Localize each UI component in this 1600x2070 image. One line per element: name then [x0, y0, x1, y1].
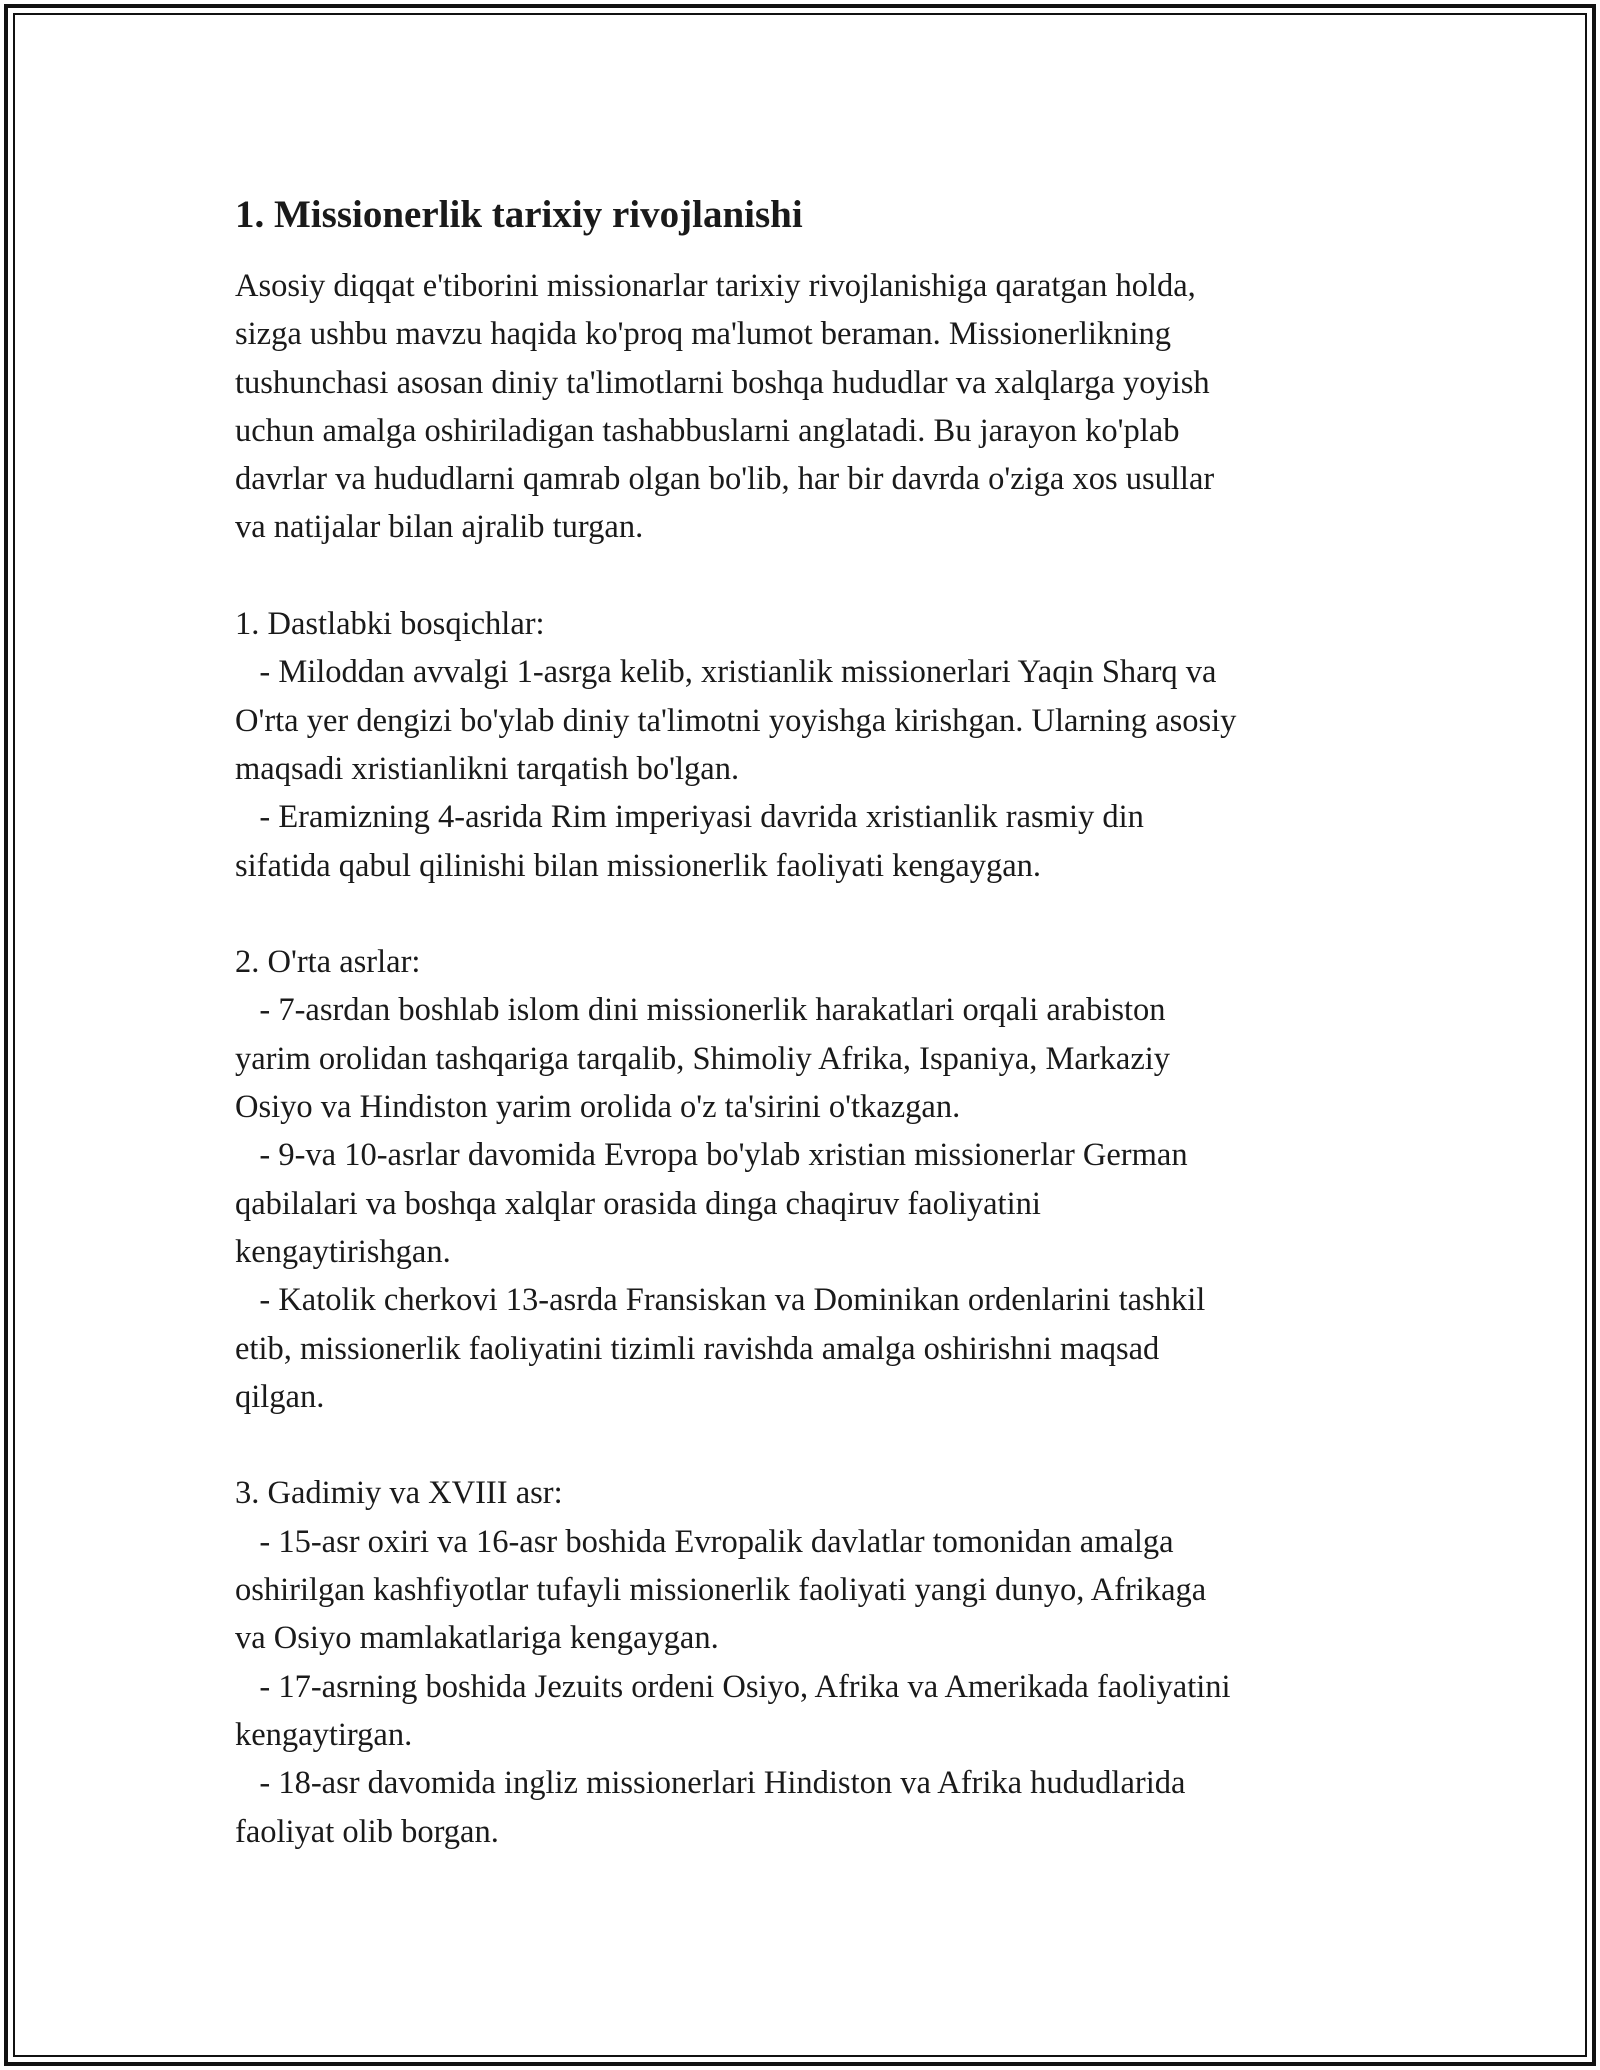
intro-line: tushunchasi asosan diniy ta'limotlarni boshqa hududlar va xalqlarga yoyish — [235, 364, 1210, 401]
spacer — [235, 890, 1385, 938]
section-line: sifatida qabul qilinishi bilan missionerlik faoliyati kengaygan. — [235, 847, 1042, 884]
intro-line: Asosiy diqqat e'tiborini missionarlar tarixiy rivojlanishiga qaratgan holda, — [235, 268, 1196, 304]
section-ancient-xviii — [235, 1469, 1385, 1855]
section-line: yarim orolidan tashqariga tarqalib, Shimoliy Afrika, Ispaniya, Markaziy — [235, 1040, 1171, 1077]
intro-line: uchun amalga oshiriladigan tashabbuslarni anglatadi. Bu jarayon ko'plab — [235, 412, 1180, 449]
section-line: - Miloddan avvalgi 1-asrga kelib, xristianlik missionerlari Yaqin Sharq va — [235, 654, 1217, 691]
section-line: - 17-asrning boshida Jezuits ordeni Osiyo, Afrika va Amerikada faoliyatini — [235, 1668, 1231, 1705]
section-line: - 18-asr davomida ingliz missionerlari Hindiston va Afrika hududlarida — [235, 1765, 1186, 1802]
section-line: - Eramizning 4-asrida Rim imperiyasi davrida xristianlik rasmiy din — [235, 799, 1144, 836]
section-heading: 2. O'rta asrlar: — [235, 944, 421, 981]
section-line: - 9-va 10-asrlar davomida Evropa bo'ylab xristian missionerlar German — [235, 1137, 1188, 1174]
section-line: - 15-asr oxiri va 16-asr boshida Evropalik davlatlar tomonidan amalga — [235, 1523, 1174, 1560]
section-line: faoliyat olib borgan. — [235, 1813, 499, 1850]
section-line: oshirilgan kashfiyotlar tufayli missionerlik faoliyati yangi dunyo, Afrikaga — [235, 1572, 1207, 1609]
section-line: etib, missionerlik faoliyatini tizimli ravishda amalga oshirishni maqsad — [235, 1330, 1160, 1367]
section-line: qabilalari va boshqa xalqlar orasida dinga chaqiruv faoliyatini — [235, 1185, 1041, 1222]
section-line: va Osiyo mamlakatlariga kengaygan. — [235, 1620, 719, 1657]
intro-line: davrlar va hududlarni qamrab olgan bo'lib, har bir davrda o'ziga xos usullar — [235, 461, 1215, 498]
intro-line: sizga ushbu mavzu haqida ko'proq ma'lumot beraman. Missionerlikning — [235, 316, 1171, 353]
section-line: kengaytirishgan. — [235, 1233, 451, 1270]
section-line: maqsadi xristianlikni tarqatish bo'lgan. — [235, 750, 740, 787]
section-line: qilgan. — [235, 1378, 325, 1415]
document-body — [235, 190, 1385, 1856]
section-heading: 1. Dastlabki bosqichlar: — [235, 606, 545, 643]
section-middle-ages — [235, 938, 1385, 1421]
spacer — [235, 1421, 1385, 1469]
spacer — [235, 552, 1385, 600]
section-line: Osiyo va Hindiston yarim orolida o'z ta'sirini o'tkazgan. — [235, 1089, 961, 1126]
section-early-stages — [235, 600, 1385, 890]
intro-line: va natijalar bilan ajralib turgan. — [235, 509, 644, 546]
section-heading: 3. Gadimiy va XVIII asr: — [235, 1475, 563, 1512]
intro-paragraph — [235, 262, 1385, 552]
section-line: - 7-asrdan boshlab islom dini missionerlik harakatlari orqali arabiston — [235, 992, 1166, 1029]
section-line: kengaytirgan. — [235, 1716, 413, 1753]
section-line: - Katolik cherkovi 13-asrda Fransiskan va Dominikan ordenlarini tashkil — [235, 1282, 1206, 1319]
section-line: O'rta yer dengizi bo'ylab diniy ta'limotni yoyishga kirishgan. Ularning asosiy — [235, 702, 1237, 739]
document-title: 1. Missionerlik tarixiy rivojlanishi — [235, 193, 803, 236]
